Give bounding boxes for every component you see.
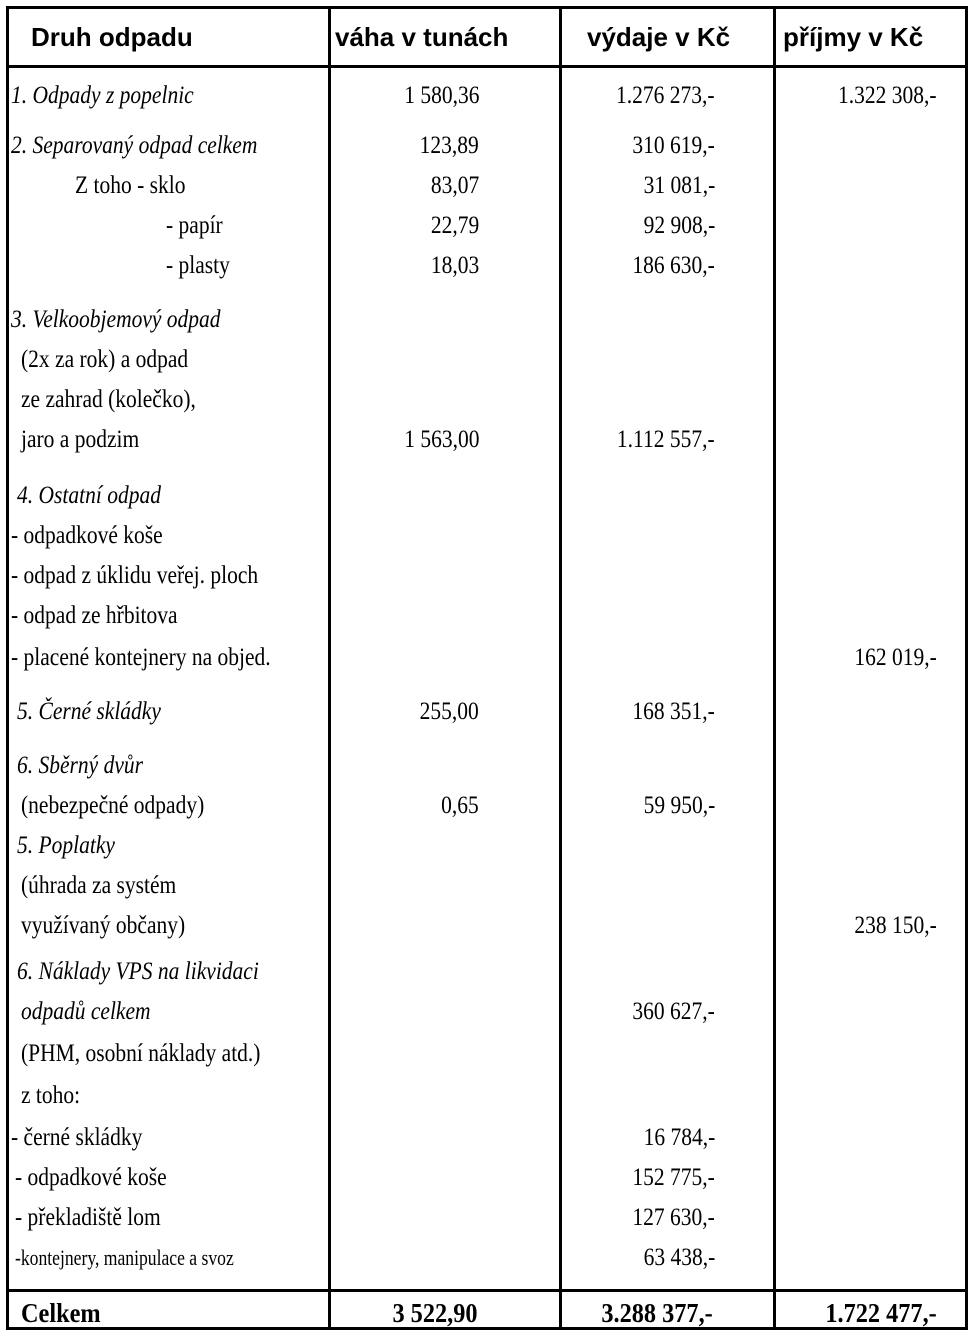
row-income: 238 150,- (854, 912, 937, 939)
row-expense: 16 784,- (643, 1124, 715, 1151)
row-label: - papír (166, 212, 223, 239)
row-expense: 310 619,- (632, 132, 715, 159)
row-label: využívaný občany) (21, 912, 186, 939)
row-label: -kontejnery, manipulace a svoz (15, 1245, 234, 1270)
row-label: 5. Poplatky (17, 832, 115, 859)
total-weight: 3 522,90 (391, 1298, 477, 1328)
row-label: odpadů celkem (21, 998, 151, 1025)
column-divider (328, 9, 331, 1327)
row-expense: 1.276 273,- (616, 82, 715, 109)
waste-table (6, 6, 968, 1330)
column-divider (773, 9, 776, 1327)
header-waste-type: Druh odpadu (31, 21, 193, 52)
row-weight: 255,00 (419, 698, 479, 725)
row-expense: 127 630,- (632, 1204, 715, 1231)
row-label: 5. Černé skládky (17, 698, 161, 725)
row-weight: 83,07 (430, 172, 479, 199)
row-expense: 31 081,- (643, 172, 715, 199)
row-expense: 1.112 557,- (617, 426, 715, 453)
header-income: příjmy v Kč (783, 21, 924, 52)
row-label: (úhrada za systém (21, 872, 177, 899)
row-label: - odpad ze hřbitova (11, 602, 178, 629)
row-expense: 92 908,- (643, 212, 715, 239)
row-label: - překladiště lom (15, 1204, 161, 1231)
row-label: 4. Ostatní odpad (17, 482, 161, 509)
header-expenses: výdaje v Kč (587, 21, 731, 52)
row-weight: 123,89 (419, 132, 479, 159)
row-expense: 360 627,- (632, 998, 715, 1025)
row-expense: 63 438,- (643, 1244, 715, 1271)
row-label: z toho: (21, 1082, 81, 1109)
row-label: (PHM, osobní náklady atd.) (21, 1040, 261, 1067)
row-label: - plasty (166, 252, 230, 279)
row-expense: 168 351,- (632, 698, 715, 725)
row-income: 1.322 308,- (838, 82, 937, 109)
total-label: Celkem (21, 1298, 101, 1328)
total-divider (9, 1289, 965, 1292)
header-divider (9, 65, 965, 68)
column-divider (559, 9, 562, 1327)
row-label: Z toho - sklo (75, 172, 186, 199)
header-weight: váha v tunách (335, 21, 509, 52)
total-income: 1.722 477,- (825, 1298, 937, 1328)
row-label: - placené kontejnery na objed. (11, 644, 271, 671)
row-label: - odpadkové koše (15, 1164, 167, 1191)
row-label: - černé skládky (11, 1124, 143, 1151)
row-expense: 186 630,- (632, 252, 715, 279)
row-label: 3. Velkoobjemový odpad (11, 306, 221, 333)
row-weight: 1 563,00 (403, 426, 479, 453)
row-weight: 1 580,36 (403, 82, 479, 109)
row-label: jaro a podzim (21, 426, 140, 453)
row-label: (2x za rok) a odpad (21, 346, 189, 373)
row-label: 1. Odpady z popelnic (11, 82, 194, 109)
row-weight: 0,65 (441, 792, 479, 819)
row-expense: 59 950,- (643, 792, 715, 819)
row-weight: 18,03 (430, 252, 479, 279)
row-weight: 22,79 (430, 212, 479, 239)
row-label: 6. Náklady VPS na likvidaci (17, 958, 259, 985)
row-label: 2. Separovaný odpad celkem (11, 132, 258, 159)
row-label: (nebezpečné odpady) (21, 792, 205, 819)
total-expense: 3.288 377,- (601, 1298, 713, 1328)
row-expense: 152 775,- (632, 1164, 715, 1191)
row-label: - odpad z úklidu veřej. ploch (11, 562, 259, 589)
row-income: 162 019,- (854, 644, 937, 671)
row-label: - odpadkové koše (11, 522, 163, 549)
row-label: ze zahrad (kolečko), (21, 386, 196, 413)
row-label: 6. Sběrný dvůr (17, 752, 143, 779)
